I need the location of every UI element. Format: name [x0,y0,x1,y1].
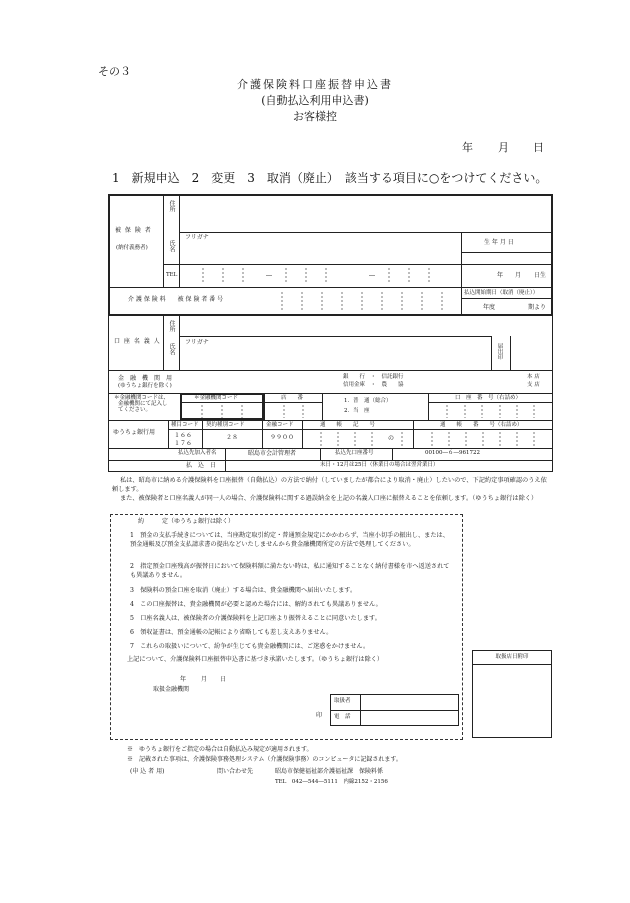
account-number-guides [430,404,552,419]
holder-address-label: 住所 [168,320,175,332]
yucho-col-contract: 契約種別コード [206,422,245,428]
payee-account-label: 払込先口座番号 [335,450,374,456]
note-1: ※ ゆうちょ銀行をご指定の場合は自動払込み規定が適用されます。 [127,746,313,753]
bank-code-label: ＊金融機関コード [194,395,239,401]
birth-date-label: 生 年 月 日 [484,239,514,246]
branch-name-field[interactable] [420,373,520,391]
branch-sub-option[interactable]: 支 店 [527,382,540,388]
terms-item-5: 5 口座名義人は、被保険者の介護保険料を上記口座より振替えることに同意いたします。 [130,615,381,622]
date-year-label: 年 [462,141,473,154]
start-year-label: 年度 [483,304,496,311]
account-type-option-1[interactable]: 1．普 通（総合） [344,398,392,404]
terms-day-label: 日 [220,676,227,683]
yucho-col-finance: 金融コード [266,422,294,428]
terms-month-label: 月 [201,676,208,683]
intro-paragraph-2: また、被保険者と口座名義人が同一人の場合、介護保険料に関する過誤納金を上記の名義人口座に振替えることを依頼します。（ゆうちょ銀行は除く） [120,495,538,502]
contact-tel: TEL 042―544―5111 内線2152・2156 [275,779,388,785]
tel-dash-2: ― [369,272,375,279]
terms-item-7: 7 これらの取扱いについて、紛争が生じても貴金融機関には、ご迷惑をかけません。 [130,643,370,650]
insured-name-label: 氏名 [168,240,175,252]
store-number-label: 店 番 [281,395,304,401]
handler-label: 取扱者 [334,698,351,704]
bank-code-guides [182,404,262,419]
yucho-separator: の [388,435,395,442]
yucho-col-passbook-code: 通 帳 記 号 [320,422,376,428]
insurance-number-field[interactable] [262,289,460,315]
yucho-passbook-code-field[interactable] [304,431,412,447]
yucho-label: ゆうちょ銀行用 [113,429,156,436]
yucho-number-guides [415,431,552,447]
account-holder-label: 口 座 名 義 人 [114,338,161,345]
bank-code-note-2: 金融機関にて記入し [118,401,168,407]
bank-code-field[interactable] [182,404,262,419]
birth-date-field[interactable] [463,254,551,264]
yucho-col-type: 種目コード [171,422,199,428]
account-number-field[interactable] [430,404,552,419]
yucho-finance-code: ９９００ [270,434,295,441]
insured-sublabel: (納付義務者) [116,245,148,251]
form-title: 介護保険料口座振替申込書 [237,78,393,91]
start-date-label: 払込開始期日（取消（廃止）） [464,290,539,296]
phone-label: 電 話 [334,714,351,720]
payee-label: 払込先加入者名 [178,450,217,456]
tel-field[interactable] [181,266,459,286]
insurance-number-guides [262,289,460,315]
seal-field[interactable] [512,338,552,369]
terms-title: 約 定（ゆうちょ銀行は除く） [138,518,235,525]
stamp-box-label: 取扱店日附印 [495,654,529,660]
branch-main-option[interactable]: 本 店 [527,374,540,380]
holder-address-field[interactable] [181,318,551,335]
terms-item-1: 1 預金の支払手続きについては、当座勘定取引約定・普通預金規定にかかわらず、当座小切手の振出し、または、預金通帳及び預金支払請求書の提出などいたしませんから貴金融機関所定の方法で処理してください。 [130,532,449,548]
yucho-passbook-number-field[interactable] [415,431,552,447]
payee-value: 昭島市会計管理者 [248,450,297,457]
tel-digit-guides [181,266,459,286]
date-month-label: 月 [498,141,509,154]
bank-section-sublabel: (ゆうちょ銀行を除く) [118,383,172,389]
holder-name-field[interactable] [181,348,489,368]
tel-label: TEL [166,272,178,278]
birth-day-label: 日生 [534,272,547,279]
copy-label: お客様控 [293,110,337,123]
seal-mark: 印 [316,712,323,719]
seal-label: 届出印 [496,343,503,360]
holder-furigana-label: フリガナ [185,339,209,346]
birth-year-label: 年 [497,272,504,279]
holder-name-label: 氏名 [168,343,175,355]
deadline-label: 払 込 日 [186,462,217,469]
deadline-value: 末日・12月は25日（休業日の場合は翌営業日） [320,462,439,468]
insured-address-label: 住所 [168,200,175,212]
start-period-label: 期より [528,304,547,311]
form-number: その３ [98,65,131,78]
terms-year-label: 年 [180,676,187,683]
yucho-type-code: １６６ １７６ [174,432,193,447]
bank-type-option-1[interactable]: 銀 行 ・ 信託銀行 [343,374,404,380]
terms-agreement: 上記について、介護保険料口座振替申込書に基づき承諾いたします。（ゆうちょ銀行は除く） [127,656,384,663]
note-2: ※ 記載された事項は、介護保険事務処理システム（介護保険事務）のコンピュータに記録されます。 [127,756,402,763]
insured-label: 被 保 険 者 [115,227,152,234]
form-subtitle: (自動払込利用申込書) [261,94,369,107]
handler-phone-field[interactable] [362,712,457,725]
store-number-guides [266,404,321,419]
tel-dash-1: ― [266,272,272,279]
yucho-col-passbook-number: 通 帳 番 号（右詰め） [440,422,523,428]
bank-code-note-1: ＊金融機関コードは、 [114,395,170,401]
account-type-option-2[interactable]: 2．当 座 [344,408,370,414]
terms-item-6: 6 領収証書は、預金通帳の記帳により省略しても差し支えありません。 [130,629,333,636]
bank-type-option-2[interactable]: 信用金庫 ・ 農 協 [343,382,404,388]
yucho-contract-code: ２８ [226,434,239,441]
insured-name-field[interactable] [181,243,459,263]
contact-label: 問い合わせ先 [217,768,254,775]
insured-furigana-label: フリガナ [185,234,209,241]
date-day-label: 日 [533,141,544,154]
payee-account-value: 00100―６―961722 [425,450,480,456]
yucho-code-guides [304,431,412,447]
terms-item-4: 4 この口座振替は、貴金融機関が必要と認めた場合には、解約されても異議ありません。 [130,601,382,608]
store-number-field[interactable] [266,404,321,419]
terms-item-2: 2 指定預金口座残高が振替日において保険料額に満たない時は、私に通知することなく納付書様を市へ返送されても異議ありません。 [130,563,450,579]
bank-code-note-3: てください。 [118,407,152,413]
intro-paragraph-1: 私は、昭島市に納める介護保険料を口座振替（自動払込）の方法で納付（していましたが都合により取消・廃止）したいので、下記約定事項確認のうえ依頼します。 [112,477,547,493]
terms-item-3: 3 保険料の預金口座を取消（廃止）する場合は、貴金融機関へ届出いたします。 [130,587,357,594]
institution-label: 取扱金融機関 [153,686,190,693]
handler-field[interactable] [362,696,457,709]
applicant-copy-label: (申 込 者 用) [130,768,165,775]
bank-name-field[interactable] [190,373,330,391]
bank-section-label: 金 融 機 関 用 [118,375,173,382]
birth-month-label: 月 [515,272,522,279]
contact-office: 昭島市保健福祉部介護福祉課 保険料係 [275,768,384,775]
insurance-number-label: 介 護 保 険 料 被 保 険 者 番 号 [128,296,224,303]
request-type-options[interactable]: 1 新規申込 2 変更 3 取消（廃止） 該当する項目に○をつけてください。 [112,171,548,185]
account-number-label: 口 座 番 号（右詰め） [455,395,522,401]
insured-address-field[interactable] [181,198,459,230]
